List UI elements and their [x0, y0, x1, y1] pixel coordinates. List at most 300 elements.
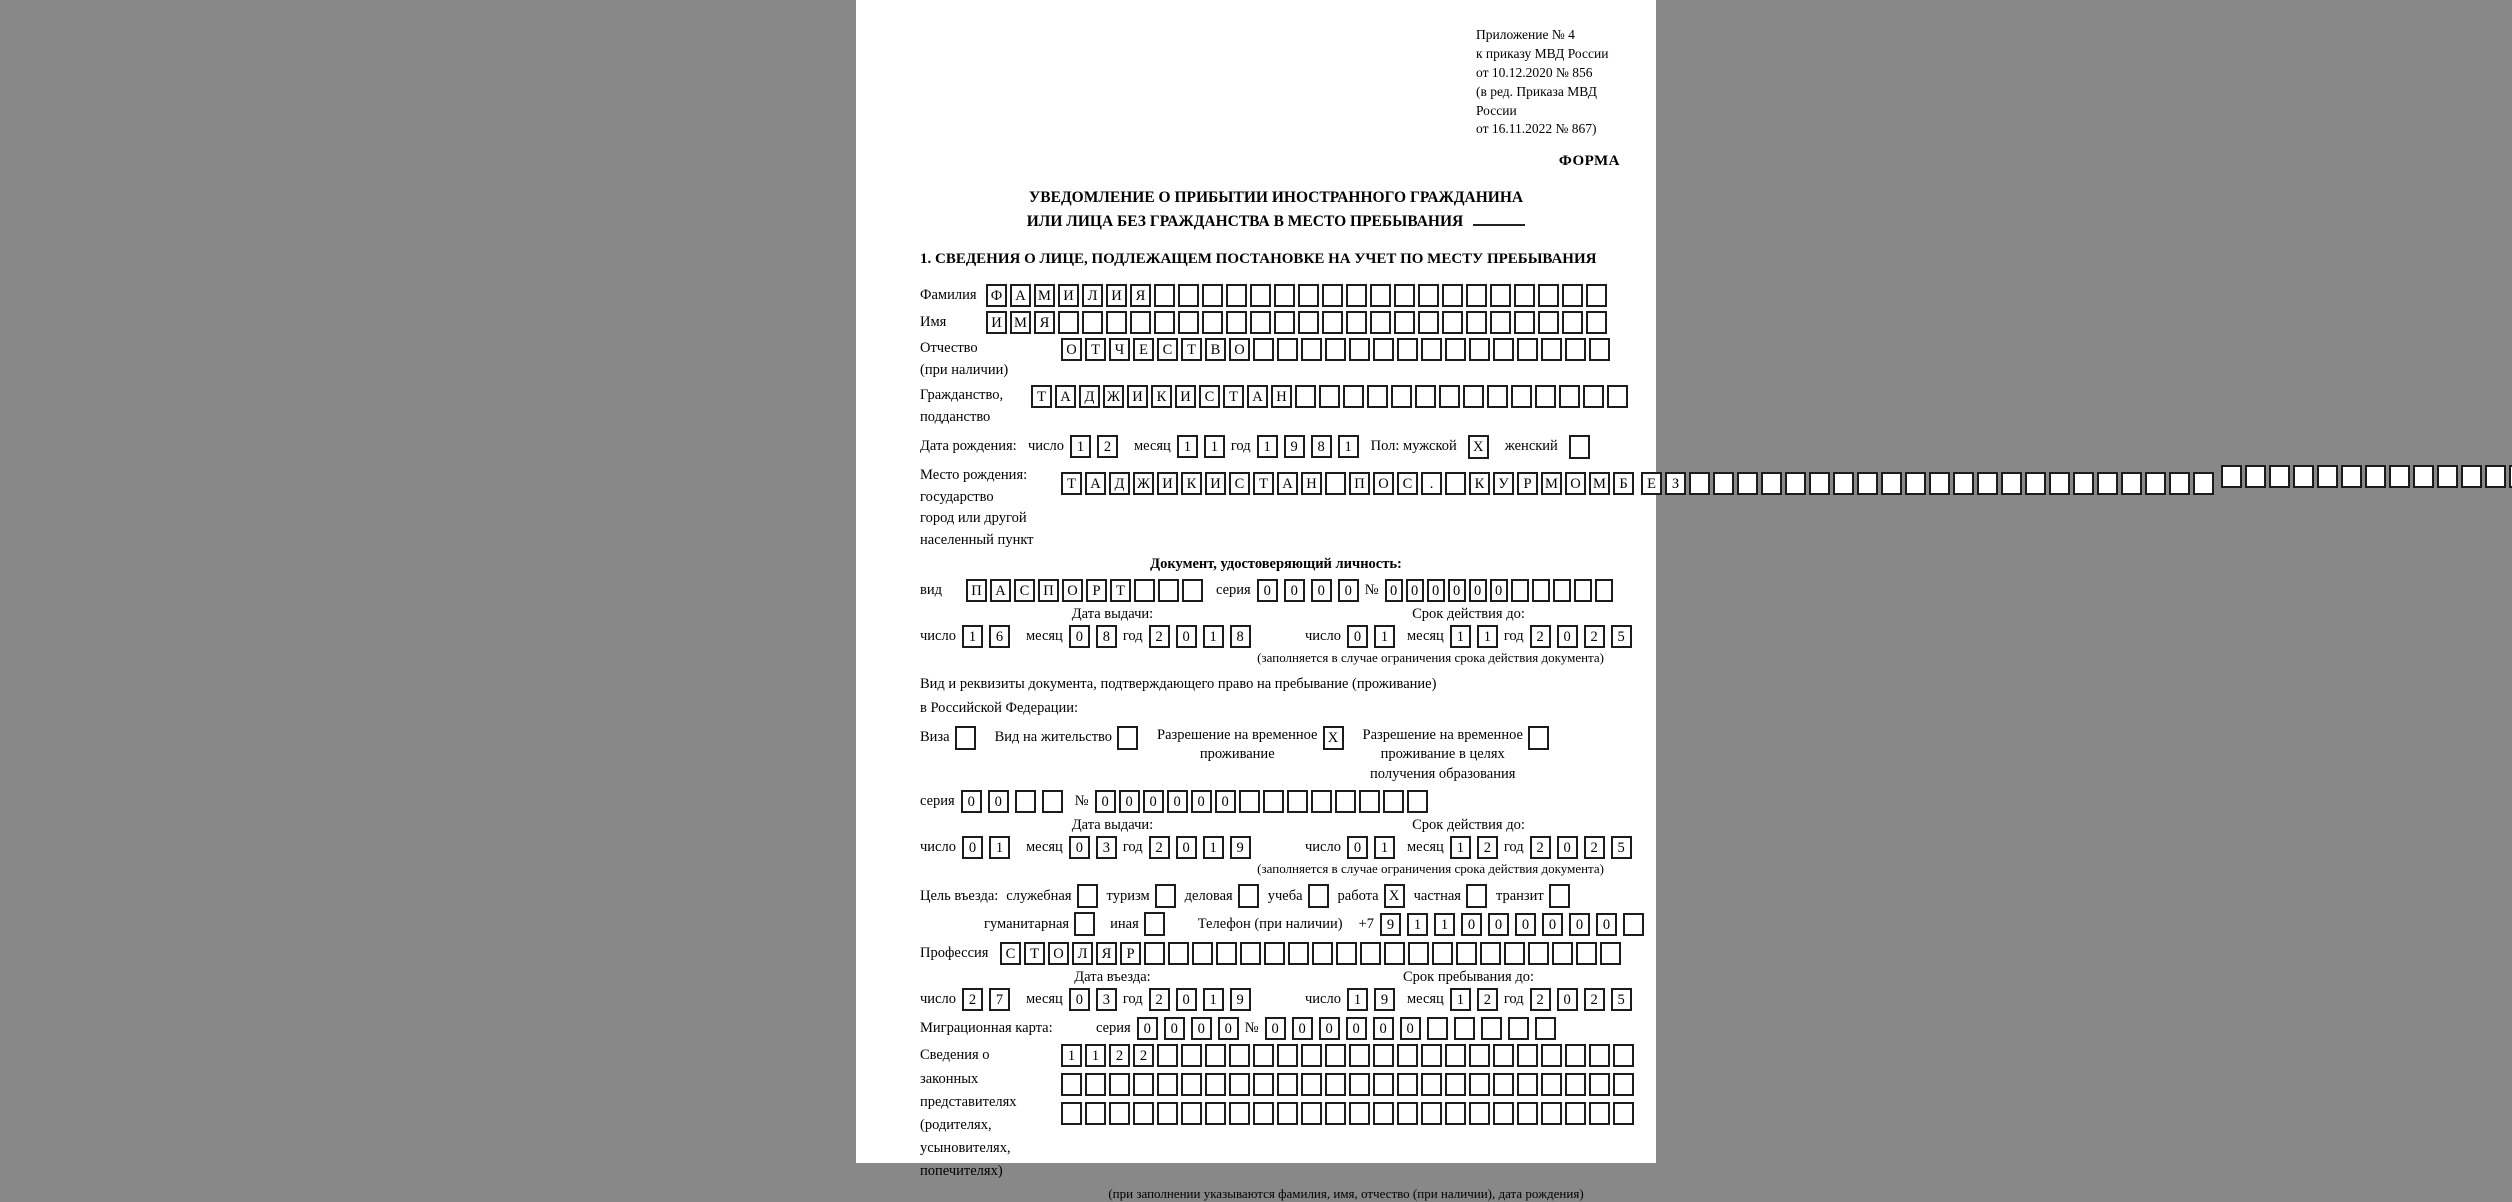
form-cell[interactable]: Д — [1109, 472, 1130, 495]
form-cell[interactable] — [1487, 385, 1508, 408]
form-cell[interactable] — [1689, 472, 1710, 495]
birth-place-row3-boxes[interactable] — [2221, 465, 2512, 488]
form-cell[interactable] — [1181, 1102, 1202, 1125]
form-cell[interactable] — [1466, 284, 1487, 307]
stay-month-boxes[interactable] — [1450, 988, 1504, 1011]
form-cell[interactable] — [1130, 311, 1151, 334]
form-cell[interactable] — [1349, 1102, 1370, 1125]
legal-reps-row2-boxes[interactable] — [1061, 1073, 1637, 1096]
form-cell[interactable] — [2389, 465, 2410, 488]
form-cell[interactable]: Л — [1072, 942, 1093, 965]
form-cell[interactable] — [2485, 465, 2506, 488]
form-cell[interactable] — [1154, 284, 1175, 307]
form-cell[interactable] — [1301, 338, 1322, 361]
form-cell[interactable]: З — [1665, 472, 1686, 495]
form-cell[interactable] — [1182, 579, 1203, 602]
res-valid-year-boxes[interactable] — [1530, 836, 1638, 859]
form-cell[interactable]: 6 — [989, 625, 1010, 648]
form-cell[interactable] — [1977, 472, 1998, 495]
form-cell[interactable]: 1 — [1338, 435, 1359, 458]
form-cell[interactable] — [1595, 579, 1613, 602]
doc-issue-month-boxes[interactable] — [1069, 625, 1123, 648]
form-cell[interactable] — [2245, 465, 2266, 488]
form-cell[interactable]: 1 — [1177, 435, 1198, 458]
form-cell[interactable] — [1574, 579, 1592, 602]
form-cell[interactable] — [1216, 942, 1237, 965]
form-cell[interactable]: О — [1048, 942, 1069, 965]
purpose-tourism-checkbox[interactable] — [1155, 884, 1176, 908]
form-cell[interactable]: 0 — [1461, 913, 1482, 936]
doc-series-boxes[interactable] — [1257, 579, 1365, 602]
form-cell[interactable]: 9 — [1284, 435, 1305, 458]
form-cell[interactable] — [1359, 790, 1380, 813]
form-cell[interactable]: П — [1349, 472, 1370, 495]
form-cell[interactable]: 0 — [1176, 836, 1197, 859]
entry-year-boxes[interactable] — [1149, 988, 1257, 1011]
doc-number-boxes[interactable] — [1385, 579, 1616, 602]
form-cell[interactable]: 0 — [1119, 790, 1140, 813]
form-cell[interactable] — [1301, 1102, 1322, 1125]
form-cell[interactable] — [1226, 311, 1247, 334]
form-cell[interactable]: С — [1229, 472, 1250, 495]
form-cell[interactable] — [1538, 284, 1559, 307]
form-cell[interactable]: Р — [1517, 472, 1538, 495]
form-cell[interactable]: 5 — [1611, 836, 1632, 859]
form-cell[interactable] — [1535, 385, 1556, 408]
form-cell[interactable] — [1514, 284, 1535, 307]
form-cell[interactable] — [1205, 1102, 1226, 1125]
form-cell[interactable]: 2 — [1584, 988, 1605, 1011]
form-cell[interactable] — [1082, 311, 1103, 334]
form-cell[interactable]: С — [1199, 385, 1220, 408]
form-cell[interactable]: 3 — [1096, 836, 1117, 859]
form-cell[interactable] — [1360, 942, 1381, 965]
form-cell[interactable] — [2049, 472, 2070, 495]
form-cell[interactable]: 1 — [1434, 913, 1455, 936]
entry-month-boxes[interactable] — [1069, 988, 1123, 1011]
form-cell[interactable]: Ф — [986, 284, 1007, 307]
form-cell[interactable] — [1565, 1044, 1586, 1067]
form-cell[interactable] — [2221, 465, 2242, 488]
form-cell[interactable]: 1 — [1374, 625, 1395, 648]
form-cell[interactable]: М — [1541, 472, 1562, 495]
form-cell[interactable]: 0 — [1557, 625, 1578, 648]
form-cell[interactable]: Т — [1110, 579, 1131, 602]
form-cell[interactable]: 0 — [1347, 625, 1368, 648]
form-cell[interactable] — [1178, 284, 1199, 307]
patronymic-boxes[interactable] — [1061, 338, 1613, 361]
form-cell[interactable] — [1250, 311, 1271, 334]
form-cell[interactable]: 2 — [1109, 1044, 1130, 1067]
form-cell[interactable]: Е — [1133, 338, 1154, 361]
form-cell[interactable]: 2 — [1584, 625, 1605, 648]
form-cell[interactable] — [1325, 338, 1346, 361]
form-cell[interactable] — [1325, 1073, 1346, 1096]
form-cell[interactable]: 0 — [962, 836, 983, 859]
form-cell[interactable]: О — [1062, 579, 1083, 602]
form-cell[interactable]: Б — [1613, 472, 1634, 495]
form-cell[interactable]: С — [1000, 942, 1021, 965]
form-cell[interactable] — [1466, 311, 1487, 334]
visa-checkbox[interactable] — [955, 726, 976, 750]
stay-day-boxes[interactable] — [1347, 988, 1401, 1011]
form-cell[interactable] — [1394, 311, 1415, 334]
form-cell[interactable] — [1085, 1073, 1106, 1096]
form-cell[interactable]: 0 — [1143, 790, 1164, 813]
form-cell[interactable]: Р — [1120, 942, 1141, 965]
form-cell[interactable] — [1085, 1102, 1106, 1125]
form-cell[interactable]: Н — [1271, 385, 1292, 408]
form-cell[interactable] — [1407, 790, 1428, 813]
form-cell[interactable] — [1493, 1102, 1514, 1125]
form-cell[interactable] — [1229, 1044, 1250, 1067]
purpose-humanitarian-checkbox[interactable] — [1074, 912, 1095, 936]
form-cell[interactable] — [1541, 1073, 1562, 1096]
purpose-other-checkbox[interactable] — [1144, 912, 1165, 936]
form-cell[interactable]: О — [1373, 472, 1394, 495]
form-cell[interactable] — [1144, 942, 1165, 965]
form-cell[interactable] — [1493, 1044, 1514, 1067]
form-cell[interactable]: Ж — [1103, 385, 1124, 408]
citizenship-boxes[interactable] — [1031, 385, 1631, 408]
form-cell[interactable]: М — [1034, 284, 1055, 307]
form-cell[interactable]: П — [966, 579, 987, 602]
form-cell[interactable] — [1397, 1044, 1418, 1067]
doc-valid-year-boxes[interactable] — [1530, 625, 1638, 648]
purpose-transit-checkbox[interactable] — [1549, 884, 1570, 908]
form-cell[interactable]: 0 — [1346, 1017, 1367, 1040]
form-cell[interactable] — [1586, 311, 1607, 334]
form-cell[interactable]: 1 — [1203, 988, 1224, 1011]
form-cell[interactable]: Т — [1085, 338, 1106, 361]
form-cell[interactable] — [1301, 1044, 1322, 1067]
form-cell[interactable] — [1295, 385, 1316, 408]
form-cell[interactable]: Я — [1034, 311, 1055, 334]
form-cell[interactable] — [1833, 472, 1854, 495]
form-cell[interactable] — [1565, 338, 1586, 361]
form-cell[interactable] — [1469, 1102, 1490, 1125]
form-cell[interactable]: 2 — [1149, 625, 1170, 648]
form-cell[interactable] — [1322, 284, 1343, 307]
form-cell[interactable]: 0 — [1338, 579, 1359, 602]
form-cell[interactable]: М — [1589, 472, 1610, 495]
form-cell[interactable] — [1929, 472, 1950, 495]
form-cell[interactable]: 1 — [1347, 988, 1368, 1011]
form-cell[interactable] — [1562, 311, 1583, 334]
form-cell[interactable]: 2 — [1584, 836, 1605, 859]
form-cell[interactable] — [1154, 311, 1175, 334]
form-cell[interactable]: У — [1493, 472, 1514, 495]
form-cell[interactable] — [1565, 1102, 1586, 1125]
form-cell[interactable]: 8 — [1096, 625, 1117, 648]
form-cell[interactable]: 2 — [1149, 988, 1170, 1011]
purpose-official-checkbox[interactable] — [1077, 884, 1098, 908]
form-cell[interactable] — [2317, 465, 2338, 488]
form-cell[interactable] — [1042, 790, 1063, 813]
doc-type-boxes[interactable] — [966, 579, 1206, 602]
form-cell[interactable]: 9 — [1380, 913, 1401, 936]
form-cell[interactable] — [1511, 579, 1529, 602]
form-cell[interactable]: 1 — [989, 836, 1010, 859]
form-cell[interactable]: 1 — [1477, 625, 1498, 648]
form-cell[interactable] — [1287, 790, 1308, 813]
res-issue-year-boxes[interactable] — [1149, 836, 1257, 859]
form-cell[interactable] — [1325, 1102, 1346, 1125]
form-cell[interactable] — [1181, 1073, 1202, 1096]
form-cell[interactable] — [1607, 385, 1628, 408]
form-cell[interactable] — [1565, 1073, 1586, 1096]
form-cell[interactable] — [1623, 913, 1644, 936]
form-cell[interactable] — [1312, 942, 1333, 965]
form-cell[interactable] — [1613, 1102, 1634, 1125]
form-cell[interactable]: С — [1014, 579, 1035, 602]
form-cell[interactable] — [1239, 790, 1260, 813]
form-cell[interactable]: 2 — [1149, 836, 1170, 859]
form-cell[interactable] — [1456, 942, 1477, 965]
form-cell[interactable] — [1480, 942, 1501, 965]
form-cell[interactable] — [1421, 1073, 1442, 1096]
form-cell[interactable] — [1157, 1102, 1178, 1125]
form-cell[interactable]: А — [990, 579, 1011, 602]
form-cell[interactable]: 2 — [1530, 625, 1551, 648]
form-cell[interactable] — [1442, 284, 1463, 307]
form-cell[interactable]: 0 — [1311, 579, 1332, 602]
form-cell[interactable] — [1240, 942, 1261, 965]
form-cell[interactable] — [1613, 1073, 1634, 1096]
form-cell[interactable] — [1370, 284, 1391, 307]
form-cell[interactable] — [1319, 385, 1340, 408]
purpose-work-checkbox[interactable]: X — [1384, 884, 1405, 908]
form-cell[interactable] — [1391, 385, 1412, 408]
form-cell[interactable]: 0 — [1069, 988, 1090, 1011]
birth-place-row2-boxes[interactable] — [1641, 472, 2217, 495]
form-cell[interactable] — [1274, 311, 1295, 334]
form-cell[interactable]: И — [1157, 472, 1178, 495]
form-cell[interactable] — [1373, 1073, 1394, 1096]
surname-boxes[interactable] — [986, 284, 1610, 307]
form-cell[interactable] — [1061, 1073, 1082, 1096]
form-cell[interactable] — [1226, 284, 1247, 307]
form-cell[interactable]: Ч — [1109, 338, 1130, 361]
birth-place-row1-boxes[interactable] — [1061, 472, 1637, 495]
form-cell[interactable]: К — [1469, 472, 1490, 495]
form-cell[interactable]: 1 — [1204, 435, 1225, 458]
form-cell[interactable] — [1349, 1073, 1370, 1096]
form-cell[interactable]: 8 — [1311, 435, 1332, 458]
form-cell[interactable] — [1589, 1102, 1610, 1125]
form-cell[interactable]: 0 — [1191, 1017, 1212, 1040]
form-cell[interactable] — [1514, 311, 1535, 334]
form-cell[interactable] — [1408, 942, 1429, 965]
form-cell[interactable]: Я — [1096, 942, 1117, 965]
birth-month-boxes[interactable] — [1177, 435, 1231, 458]
form-cell[interactable] — [1263, 790, 1284, 813]
form-cell[interactable]: 0 — [1406, 579, 1424, 602]
form-cell[interactable]: 0 — [1069, 625, 1090, 648]
form-cell[interactable] — [1442, 311, 1463, 334]
form-cell[interactable]: Р — [1086, 579, 1107, 602]
temp-residence-edu-checkbox[interactable] — [1528, 726, 1549, 750]
legal-reps-row3-boxes[interactable] — [1061, 1102, 1637, 1125]
form-cell[interactable]: Ж — [1133, 472, 1154, 495]
purpose-business-checkbox[interactable] — [1238, 884, 1259, 908]
form-cell[interactable] — [1538, 311, 1559, 334]
form-cell[interactable] — [1761, 472, 1782, 495]
form-cell[interactable] — [1301, 1073, 1322, 1096]
form-cell[interactable] — [1535, 1017, 1556, 1040]
form-cell[interactable] — [1445, 472, 1466, 495]
doc-valid-day-boxes[interactable] — [1347, 625, 1401, 648]
form-cell[interactable] — [1613, 1044, 1634, 1067]
form-cell[interactable]: Е — [1641, 472, 1662, 495]
form-cell[interactable] — [1397, 1073, 1418, 1096]
form-cell[interactable] — [1397, 1102, 1418, 1125]
form-cell[interactable] — [1205, 1073, 1226, 1096]
form-cell[interactable] — [1250, 284, 1271, 307]
form-cell[interactable]: 0 — [1488, 913, 1509, 936]
form-cell[interactable]: Д — [1079, 385, 1100, 408]
form-cell[interactable] — [1541, 338, 1562, 361]
form-cell[interactable] — [1508, 1017, 1529, 1040]
form-cell[interactable]: А — [1277, 472, 1298, 495]
form-cell[interactable] — [1589, 1073, 1610, 1096]
form-cell[interactable]: 0 — [1596, 913, 1617, 936]
form-cell[interactable] — [1439, 385, 1460, 408]
form-cell[interactable] — [2437, 465, 2458, 488]
form-cell[interactable] — [1253, 1044, 1274, 1067]
form-cell[interactable] — [2193, 472, 2214, 495]
form-cell[interactable] — [1490, 311, 1511, 334]
form-cell[interactable] — [2269, 465, 2290, 488]
form-cell[interactable] — [1373, 338, 1394, 361]
purpose-study-checkbox[interactable] — [1308, 884, 1329, 908]
form-cell[interactable] — [1953, 472, 1974, 495]
form-cell[interactable]: А — [1247, 385, 1268, 408]
form-cell[interactable]: 1 — [1085, 1044, 1106, 1067]
entry-day-boxes[interactable] — [962, 988, 1016, 1011]
form-cell[interactable]: . — [1421, 472, 1442, 495]
form-cell[interactable] — [1181, 1044, 1202, 1067]
form-cell[interactable] — [1157, 1073, 1178, 1096]
form-cell[interactable]: 0 — [1137, 1017, 1158, 1040]
form-cell[interactable]: 9 — [1230, 836, 1251, 859]
form-cell[interactable] — [1517, 1102, 1538, 1125]
form-cell[interactable]: 0 — [1095, 790, 1116, 813]
form-cell[interactable]: 0 — [1490, 579, 1508, 602]
form-cell[interactable] — [1559, 385, 1580, 408]
form-cell[interactable] — [1394, 284, 1415, 307]
form-cell[interactable] — [1432, 942, 1453, 965]
form-cell[interactable] — [1367, 385, 1388, 408]
form-cell[interactable]: 1 — [1450, 836, 1471, 859]
form-cell[interactable]: 0 — [1542, 913, 1563, 936]
form-cell[interactable] — [1421, 1044, 1442, 1067]
form-cell[interactable]: 0 — [1069, 836, 1090, 859]
form-cell[interactable]: Т — [1253, 472, 1274, 495]
form-cell[interactable] — [1134, 579, 1155, 602]
form-cell[interactable] — [1809, 472, 1830, 495]
form-cell[interactable] — [1785, 472, 1806, 495]
temp-residence-checkbox[interactable]: X — [1323, 726, 1344, 750]
form-cell[interactable]: Я — [1130, 284, 1151, 307]
form-cell[interactable]: Л — [1082, 284, 1103, 307]
form-cell[interactable] — [1349, 338, 1370, 361]
form-cell[interactable] — [2365, 465, 2386, 488]
form-cell[interactable]: И — [1205, 472, 1226, 495]
form-cell[interactable]: 9 — [1374, 988, 1395, 1011]
doc-valid-month-boxes[interactable] — [1450, 625, 1504, 648]
form-cell[interactable]: К — [1181, 472, 1202, 495]
form-cell[interactable] — [1336, 942, 1357, 965]
profession-boxes[interactable] — [1000, 942, 1624, 965]
form-cell[interactable] — [1277, 1102, 1298, 1125]
form-cell[interactable] — [1322, 311, 1343, 334]
res-valid-day-boxes[interactable] — [1347, 836, 1401, 859]
form-cell[interactable] — [1346, 284, 1367, 307]
form-cell[interactable] — [1346, 311, 1367, 334]
stay-place-blank-underline[interactable] — [1473, 224, 1525, 226]
form-cell[interactable]: 0 — [1319, 1017, 1340, 1040]
form-cell[interactable]: А — [1055, 385, 1076, 408]
form-cell[interactable] — [1469, 338, 1490, 361]
form-cell[interactable]: 7 — [989, 988, 1010, 1011]
form-cell[interactable] — [1583, 385, 1604, 408]
form-cell[interactable]: 1 — [1070, 435, 1091, 458]
form-cell[interactable] — [1229, 1073, 1250, 1096]
form-cell[interactable] — [1202, 284, 1223, 307]
res-series-boxes[interactable] — [961, 790, 1069, 813]
form-cell[interactable] — [1325, 1044, 1346, 1067]
form-cell[interactable]: 0 — [1215, 790, 1236, 813]
form-cell[interactable] — [1015, 790, 1036, 813]
form-cell[interactable]: 0 — [1265, 1017, 1286, 1040]
form-cell[interactable] — [1178, 311, 1199, 334]
form-cell[interactable]: И — [1175, 385, 1196, 408]
form-cell[interactable]: 0 — [1385, 579, 1403, 602]
form-cell[interactable] — [1349, 1044, 1370, 1067]
form-cell[interactable]: 1 — [1374, 836, 1395, 859]
residence-permit-checkbox[interactable] — [1117, 726, 1138, 750]
form-cell[interactable] — [1202, 311, 1223, 334]
res-valid-month-boxes[interactable] — [1450, 836, 1504, 859]
form-cell[interactable]: Т — [1061, 472, 1082, 495]
form-cell[interactable] — [1109, 1102, 1130, 1125]
form-cell[interactable]: 0 — [1448, 579, 1466, 602]
mig-series-boxes[interactable] — [1137, 1017, 1245, 1040]
given-name-boxes[interactable] — [986, 311, 1610, 334]
form-cell[interactable] — [1288, 942, 1309, 965]
form-cell[interactable] — [1415, 385, 1436, 408]
form-cell[interactable] — [2145, 472, 2166, 495]
form-cell[interactable]: 2 — [1477, 988, 1498, 1011]
form-cell[interactable]: 0 — [1176, 988, 1197, 1011]
form-cell[interactable] — [2073, 472, 2094, 495]
form-cell[interactable] — [1589, 338, 1610, 361]
form-cell[interactable] — [2001, 472, 2022, 495]
form-cell[interactable] — [1383, 790, 1404, 813]
form-cell[interactable]: 0 — [1569, 913, 1590, 936]
doc-issue-year-boxes[interactable] — [1149, 625, 1257, 648]
mig-number-boxes[interactable] — [1265, 1017, 1562, 1040]
form-cell[interactable] — [1600, 942, 1621, 965]
form-cell[interactable] — [1589, 1044, 1610, 1067]
form-cell[interactable] — [1157, 1044, 1178, 1067]
form-cell[interactable] — [2413, 465, 2434, 488]
form-cell[interactable] — [1881, 472, 1902, 495]
form-cell[interactable] — [1469, 1044, 1490, 1067]
form-cell[interactable] — [1481, 1017, 1502, 1040]
form-cell[interactable]: 0 — [1400, 1017, 1421, 1040]
